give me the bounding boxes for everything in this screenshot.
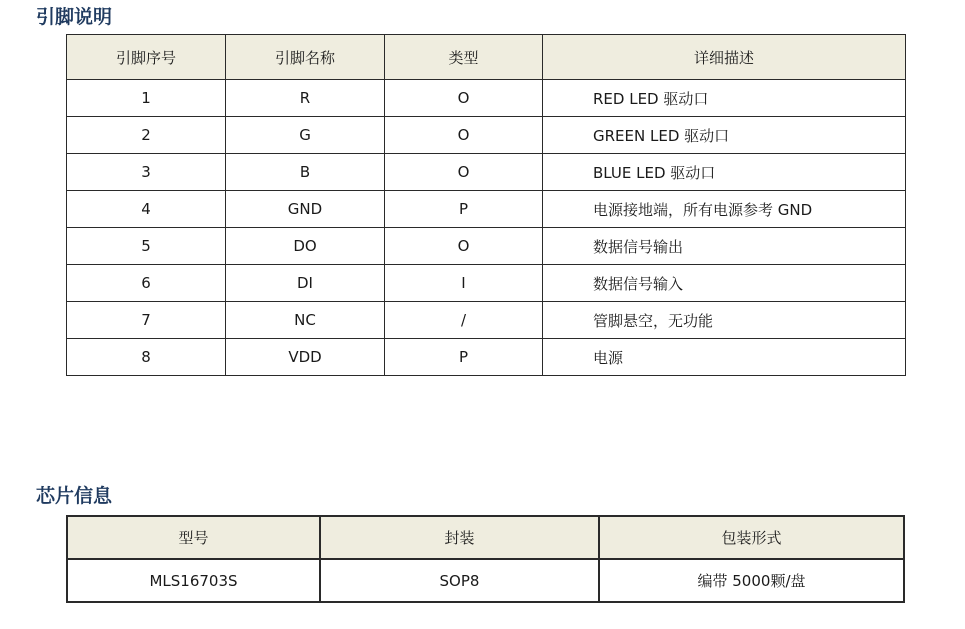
chip-info-table (66, 515, 905, 603)
pin-type: O (385, 228, 543, 265)
pin-name: DO (226, 228, 385, 265)
pin-number: 4 (67, 191, 226, 228)
pin-section-title: 引脚说明 (36, 6, 113, 28)
pin-type: / (385, 302, 543, 339)
header-pin-number: 引脚序号 (67, 35, 226, 80)
header-model: 型号 (67, 516, 320, 559)
header-type: 类型 (385, 35, 543, 80)
pin-description: GREEN LED 驱动口 (543, 117, 906, 154)
pin-name: VDD (226, 339, 385, 376)
pin-name: G (226, 117, 385, 154)
pin-name: B (226, 154, 385, 191)
table-row (67, 265, 906, 302)
table-row (67, 339, 906, 376)
table-row (67, 80, 906, 117)
header-package: 封装 (320, 516, 599, 559)
pin-type: P (385, 191, 543, 228)
pin-number: 3 (67, 154, 226, 191)
pin-description: 数据信号输入 (543, 265, 906, 302)
pin-number: 5 (67, 228, 226, 265)
pin-description: 电源 (543, 339, 906, 376)
pin-number: 2 (67, 117, 226, 154)
pin-description: BLUE LED 驱动口 (543, 154, 906, 191)
pin-number: 6 (67, 265, 226, 302)
pin-type: I (385, 265, 543, 302)
header-packing: 包装形式 (599, 516, 904, 559)
pin-type: O (385, 80, 543, 117)
pin-number: 7 (67, 302, 226, 339)
pin-type: P (385, 339, 543, 376)
table-row (67, 117, 906, 154)
pin-description: 管脚悬空，无功能 (543, 302, 906, 339)
pin-name: R (226, 80, 385, 117)
pin-number: 1 (67, 80, 226, 117)
pin-description: 电源接地端，所有电源参考 GND (543, 191, 906, 228)
pin-table (66, 34, 906, 376)
pin-name: DI (226, 265, 385, 302)
pin-name: GND (226, 191, 385, 228)
header-description: 详细描述 (543, 35, 906, 80)
pin-number: 8 (67, 339, 226, 376)
table-row (67, 559, 904, 602)
chip-section-title: 芯片信息 (36, 485, 113, 507)
pin-description: RED LED 驱动口 (543, 80, 906, 117)
pin-type: O (385, 154, 543, 191)
chip-model: MLS16703S (67, 559, 320, 602)
table-row (67, 191, 906, 228)
chip-table-header-row (67, 516, 904, 559)
chip-package: SOP8 (320, 559, 599, 602)
header-pin-name: 引脚名称 (226, 35, 385, 80)
chip-packing: 编带 5000颗/盘 (599, 559, 904, 602)
pin-table-header-row (67, 35, 906, 80)
table-row (67, 154, 906, 191)
pin-name: NC (226, 302, 385, 339)
table-row (67, 228, 906, 265)
table-row (67, 302, 906, 339)
pin-description: 数据信号输出 (543, 228, 906, 265)
pin-type: O (385, 117, 543, 154)
